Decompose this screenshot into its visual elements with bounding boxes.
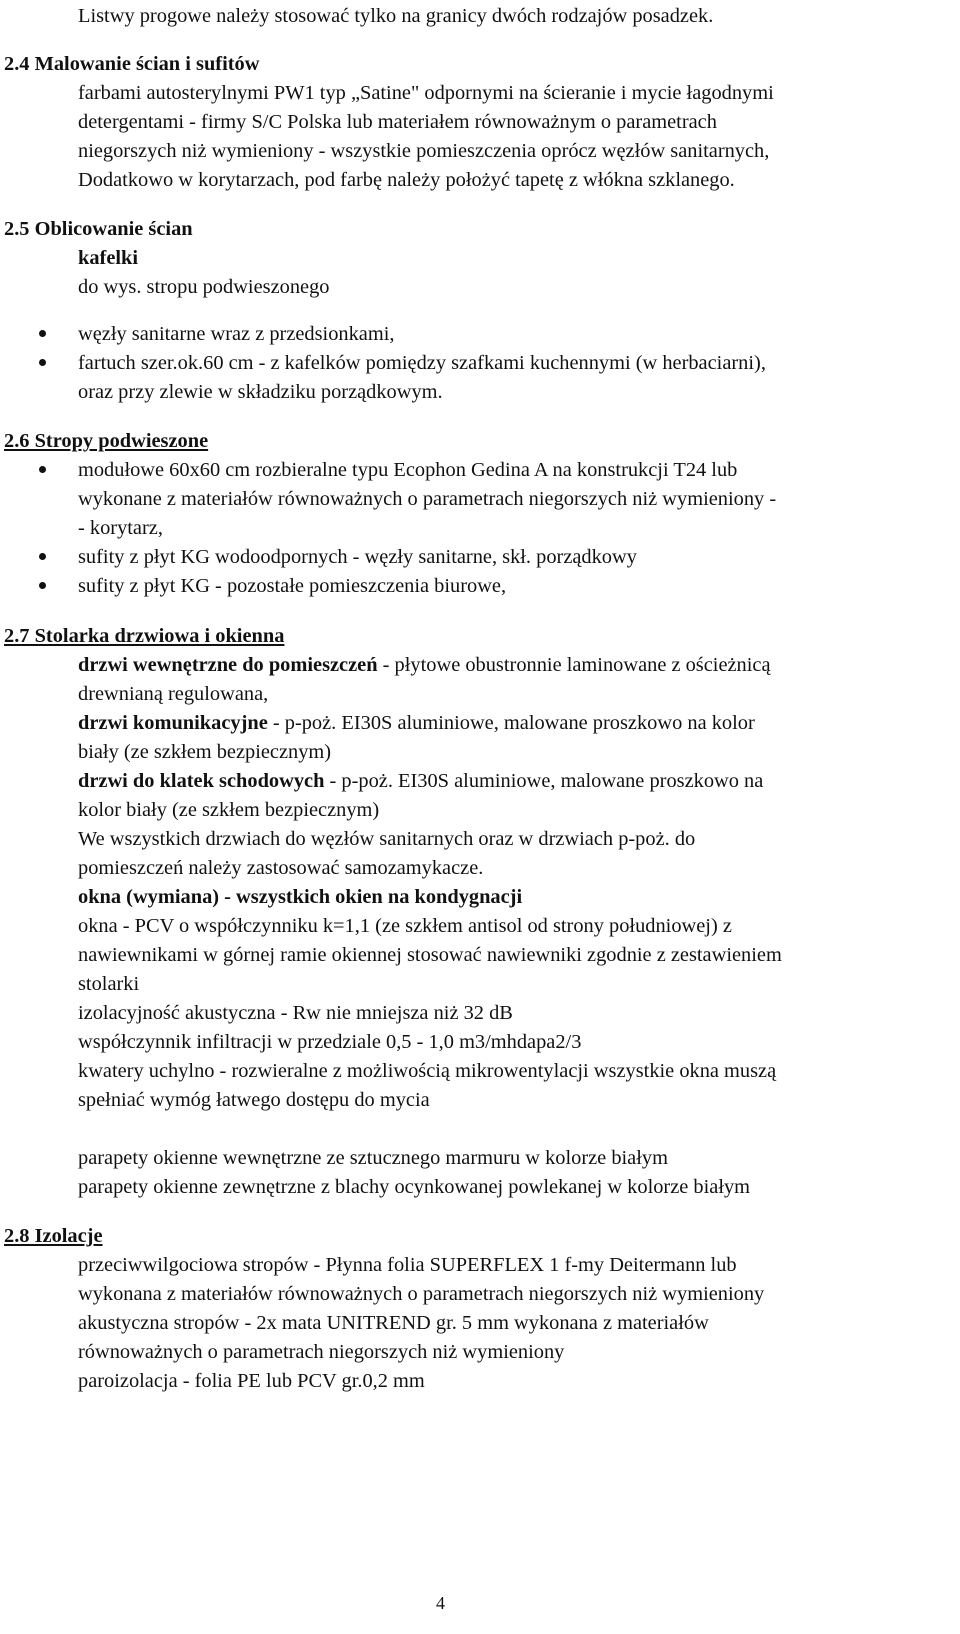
list-item: modułowe 60x60 cm rozbieralne typu Ecophon Gedina A na konstrukcji T24 lub	[78, 459, 738, 481]
sill-line: parapety okienne zewnętrzne z blachy ocynkowanej powlekanej w kolorze białym	[78, 1176, 751, 1198]
door-type-label: drzwi komunikacyjne	[78, 712, 268, 734]
section-2-4-line: detergentami - firmy S/C Polska lub materiałem równoważnym o parametrach	[78, 111, 717, 133]
list-item-continuation: oraz przy zlewie w składziku porządkowym.	[78, 381, 443, 403]
insulation-line: akustyczna stropów - 2x mata UNITREND gr. 5 mm wykonana z materiałów	[78, 1312, 709, 1334]
bullet-icon	[39, 330, 46, 337]
insulation-line: paroizolacja - folia PE lub PCV gr.0,2 mm	[78, 1370, 425, 1392]
section-2-7-heading: 2.7 Stolarka drzwiowa i okienna	[4, 625, 285, 647]
sill-line: parapety okienne wewnętrzne ze sztucznego marmuru w kolorze białym	[78, 1147, 668, 1169]
section-2-6-heading: 2.6 Stropy podwieszone	[4, 430, 209, 452]
door-type-label: drzwi wewnętrzne do pomieszczeń	[78, 654, 378, 676]
door-description: - płytowe obustronnie laminowane z ościeżnicą	[377, 654, 771, 676]
windows-line: stolarki	[78, 973, 140, 995]
doors-note: We wszystkich drzwiach do węzłów sanitarnych oraz w drzwiach p-poż. do	[78, 828, 696, 850]
bullet-icon	[39, 466, 46, 473]
list-item-continuation: - korytarz,	[78, 517, 163, 539]
door-type-label: drzwi do klatek schodowych	[78, 770, 325, 792]
doors-note: pomieszczeń należy zastosować samozamykacze.	[78, 857, 484, 879]
windows-line: współczynnik infiltracji w przedziale 0,5 - 1,0 m3/mhdapa2/3	[78, 1031, 582, 1053]
door-description: - p-poż. EI30S aluminiowe, malowane proszkowo na	[324, 770, 764, 792]
insulation-line: przeciwwilgociowa stropów - Płynna folia SUPERFLEX 1 f-my Deitermann lub	[78, 1254, 737, 1276]
bullet-icon	[39, 582, 46, 589]
section-2-4-heading: 2.4 Malowanie ścian i sufitów	[4, 53, 260, 75]
section-2-5-subheading: kafelki	[78, 247, 139, 269]
section-2-5-heading: 2.5 Oblicowanie ścian	[4, 218, 193, 240]
door-description: - p-poż. EI30S aluminiowe, malowane proszkowo na kolor	[267, 712, 755, 734]
list-item: fartuch szer.ok.60 cm - z kafelków pomiędzy szafkami kuchennymi (w herbaciarni),	[78, 352, 766, 374]
section-2-4-line: Dodatkowo w korytarzach, pod farbę należy położyć tapetę z włókna szklanego.	[78, 169, 735, 191]
door-item	[78, 767, 763, 795]
windows-heading: okna (wymiana) - wszystkich okien na kondygnacji	[78, 886, 523, 908]
section-2-5-subheading-2: do wys. stropu podwieszonego	[78, 276, 330, 298]
door-item	[78, 651, 771, 679]
section-2-4-line: niegorszych niż wymieniony - wszystkie pomieszczenia oprócz węzłów sanitarnych,	[78, 140, 770, 162]
list-item-continuation: wykonane z materiałów równoważnych o parametrach niegorszych niż wymieniony -	[78, 488, 777, 510]
door-item-continuation: kolor biały (ze szkłem bezpiecznym)	[78, 799, 380, 821]
bullet-icon	[39, 553, 46, 560]
door-item	[78, 709, 755, 737]
section-2-8-heading: 2.8 Izolacje	[4, 1225, 103, 1247]
section-2-4-line: farbami autosterylnymi PW1 typ „Satine" odpornymi na ścieranie i mycie łagodnymi	[78, 82, 774, 104]
intro-line: Listwy progowe należy stosować tylko na granicy dwóch rodzajów posadzek.	[78, 5, 714, 27]
insulation-line: równoważnych o parametrach niegorszych niż wymieniony	[78, 1341, 565, 1363]
door-item-continuation: biały (ze szkłem bezpiecznym)	[78, 741, 332, 763]
page-number: 4	[436, 1593, 445, 1613]
list-item: węzły sanitarne wraz z przedsionkami,	[78, 323, 395, 345]
list-item: sufity z płyt KG wodoodpornych - węzły sanitarne, skł. porządkowy	[78, 546, 637, 568]
door-item-continuation: drewnianą regulowana,	[78, 683, 269, 705]
windows-line: kwatery uchylno - rozwieralne z możliwością mikrowentylacji wszystkie okna muszą	[78, 1060, 777, 1082]
windows-line: izolacyjność akustyczna - Rw nie mniejsza niż 32 dB	[78, 1002, 513, 1024]
windows-line: nawiewnikami w górnej ramie okiennej stosować nawiewniki zgodnie z zestawieniem	[78, 944, 782, 966]
windows-line: spełniać wymóg łatwego dostępu do mycia	[78, 1089, 430, 1111]
list-item: sufity z płyt KG - pozostałe pomieszczenia biurowe,	[78, 575, 507, 597]
bullet-icon	[39, 359, 46, 366]
windows-line: okna - PCV o współczynniku k=1,1 (ze szkłem antisol od strony południowej) z	[78, 915, 732, 937]
insulation-line: wykonana z materiałów równoważnych o parametrach niegorszych niż wymieniony	[78, 1283, 765, 1305]
